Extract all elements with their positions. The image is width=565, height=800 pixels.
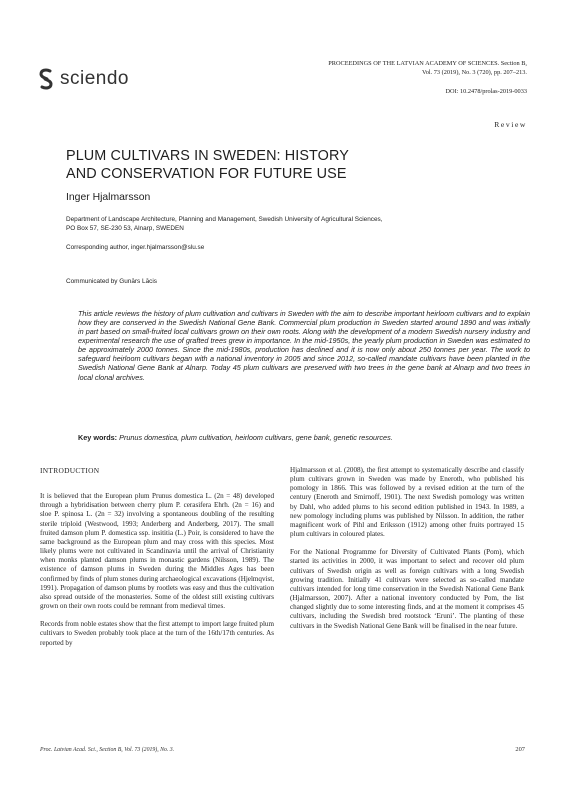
corresponding-author: Corresponding author, inger.hjalmarsson@slu.se [66, 244, 205, 251]
section-label: Review [494, 120, 527, 129]
keywords [78, 433, 538, 442]
logo-text: sciendo [60, 68, 129, 89]
keywords-text: Prunus domestica, plum cultivation, heirloom cultivars, gene bank, genetic resources. [117, 433, 393, 442]
keywords-label: Key words: [78, 433, 118, 442]
author-name: Inger Hjalmarsson [66, 192, 151, 203]
abstract: This article reviews the history of plum cultivation and cultivars in Sweden with the aim to describe important heirloom cultivars and to explain how they are conserved in the Swedish National Gene Bank. Commercial plum production in Sweden started around 1890 and was initially in part based on small-fruited local cultivars grown on their own roots. Along with the development of a modern Swedish nursery industry and experimental research the use of grafted trees grew in importance. In the mid-1950s, the yearly plum production in Sweden was estimated to be approximately 2000 tonnes. Since the mid-1980s, production has declined and it is now only about 250 tonnes per year. The work to safeguard heirloom cultivars began with a national inventory in 2005 and since 2012, so-called mandate cultivars have been planted in the Swedish National Gene Bank at Alnarp. Today 45 plum cultivars are preserved with two trees in the gene bank at Alnarp and two trees in local clonal archives. [78, 309, 530, 382]
communicated-by: Communicated by Gunārs Lācis [66, 278, 157, 285]
left-column [40, 466, 274, 657]
title-line-1: PLUM CULTIVARS IN SWEDEN: HISTORY [66, 148, 349, 164]
footer-citation: Proc. Latvian Acad. Sci., Section B, Vol. 73 (2019), No. 3. [40, 747, 175, 753]
affiliation-line-1: Department of Landscape Architecture, Planning and Management, Swedish University of Agricultural Sciences, [66, 216, 383, 223]
page-number: 207 [515, 746, 525, 753]
publisher-logo [38, 66, 188, 92]
right-column [290, 466, 524, 640]
article-title [66, 148, 506, 183]
affiliation [66, 216, 506, 234]
journal-info [227, 60, 527, 77]
paragraph: It is believed that the European plum Prunus domestica L. (2n = 48) developed through a hybridisation between cherry plum P. cerasifera Ehrh. (2n = 16) and sloe P. spinosa L. (2n = 32) involving a spontaneous doubling of the resulting sterile triploid (Westwood, 1993; Anderberg and Anderberg, 2017). The small fruited damson plum P. domestica ssp. insititia (L.) Poir, is considered to have the same background as the European plum and may cross with this species. Most likely plums were not cultivated in Scandinavia until the arrival of Christianity when monks planted damson plums in monastic gardens (Nilsson, 1989). The existence of damson plums in Sweden during the Middles Ages has been confirmed by finds of plum stones during archaeological excavations (Hjelmqvist, 1991). Propagation of damson plums by rootlets was easy and thus the cultivation also spread outside of the monasteries. Some of the oldest still existing cultivars grown on their own roots could be remnant from medieval times. [40, 492, 274, 611]
doi: DOI: 10.2478/prolas-2019-0033 [445, 88, 527, 95]
title-line-2: AND CONSERVATION FOR FUTURE USE [66, 165, 347, 182]
paragraph: For the National Programme for Diversity of Cultivated Plants (Pom), which started its activities in 2000, it was important to select and recover old plum cultivars of Swedish origin as well as foreign cultivars with a long Swedish growing tradition. Initially 41 cultivars were selected as so-called mandate cultivars intended for long time conservation in the Swedish National Gene Bank (Hjalmarsson, 2007). After a national inventory conducted by Pom, the list changed slightly due to some interesting finds, and at the moment it comprises 45 cultivars, including the Swedish bred rootstock ‘Eruni’. The planting of these cultivars in the Swedish National Gene Bank will be finalised in the near future. [290, 548, 524, 630]
section-heading: INTRODUCTION [40, 466, 100, 475]
journal-volume: Vol. 73 (2019), No. 3 (720), pp. 207–213. [421, 68, 527, 76]
affiliation-line-2: PO Box 57, SE-230 53, Alnarp, SWEDEN [66, 224, 184, 232]
journal-name: PROCEEDINGS OF THE LATVIAN ACADEMY OF SCIENCES. Section B, [328, 60, 527, 67]
sciendo-logo-icon [38, 68, 54, 90]
paragraph: Hjalmarsson et al. (2008), the first attempt to systematically describe and classify plum cultivars grown in Sweden was made by Eneroth, who published his pomology in 1866. This was followed by a revised edition at the turn of the century (Eneroth and Smirnoff, 1901). The next Swedish pomology was written by Dahl, who added plums to his second edition published in 1943. In 1989, a new pomology including plums was published by Nilsson. In addition, the rather magnificent work of Pihl and Eriksson (1912) among other fruits portrayed 15 plum cultivars in coloured plates. [290, 466, 524, 539]
paragraph: Records from noble estates show that the first attempt to import large fruited plum cultivars to Sweden probably took place at the turn of the 16th/17th centuries. As reported by [40, 620, 274, 647]
